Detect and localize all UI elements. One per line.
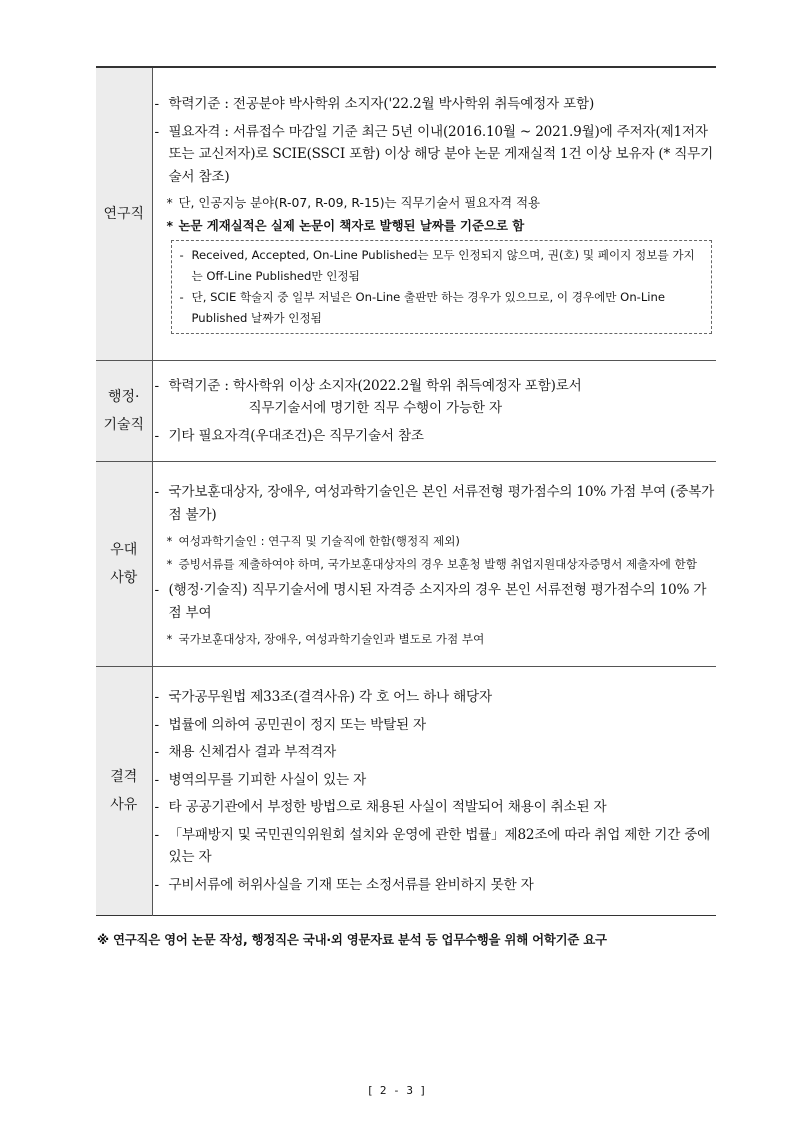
- admin-education-item: [153, 375, 717, 420]
- page-number: [ 2 - 3 ]: [366, 1084, 427, 1097]
- research-publication-note: [153, 216, 717, 236]
- disqualification-item: - 구비서류에 허위사실을 기재 또는 소정서류를 완비하지 못한 자: [153, 874, 717, 897]
- disqualification-item: - 병역의무를 기피한 사실이 있는 자: [153, 769, 717, 792]
- research-section: [96, 67, 716, 361]
- category-line: 기술직: [103, 417, 145, 433]
- footnote: ※ 연구직은 영어 논문 작성, 행정직은 국내·외 영문자료 분석 등 업무수행을 위해 어학기준 요구: [97, 932, 607, 947]
- preference-category: [96, 462, 152, 667]
- disqualification-item: - 법률에 의하여 공민권이 정지 또는 박탈된 자: [153, 714, 717, 737]
- disqualification-item: - 채용 신체검사 결과 부적격자: [153, 741, 717, 764]
- preference-veteran-item: - 국가보훈대상자, 장애우, 여성과학기술인은 본인 서류전형 평가점수의 10% 가점 부여 (중복가점 불가): [153, 481, 717, 526]
- disqualification-section: [96, 667, 716, 916]
- research-qualification-item: - 필요자격 : 서류접수 마감일 기준 최근 5년 이내(2016.10월 ~ 2021.9월)에 주저자(제1저자 또는 교신저자)로 SCIE(SSCI 포함) 이상 해당 분야 논문 게재실적 1건 이상 보유자 (* 직무기술서 참조): [153, 121, 717, 189]
- disqualification-item: - 국가공무원법 제33조(결격사유) 각 호 어느 하나 해당자: [153, 686, 717, 709]
- research-category: 연구직: [96, 67, 152, 361]
- admin-section: [96, 361, 716, 462]
- research-content: [152, 67, 716, 361]
- item-line-indented: 직무기술서에 명기한 직무 수행이 가능한 자: [248, 400, 502, 417]
- category-line: 사항: [110, 570, 138, 586]
- category-line: 사유: [110, 797, 138, 813]
- preference-note: * 여성과학기술인 : 연구직 및 기술직에 한함(행정직 제외): [153, 531, 717, 551]
- box-item: - Received, Accepted, On-Line Published는 모두 인정되지 않으며, 권(호) 및 페이지 정보를 가지는 Off-Line Published만 인정됨: [178, 245, 706, 287]
- item-line: 학력기준 : 학사학위 이상 소지자(2022.2월 학위 취득예정자 포함)로서: [168, 377, 582, 394]
- box-item: - 단, SCIE 학술지 중 일부 저널은 On-Line 출판만 하는 경우가 있으므로, 이 경우에만 On-Line Published 날짜가 인정됨: [178, 287, 706, 329]
- note-text-a: 논문 게재실적은: [178, 218, 271, 233]
- requirements-table: [96, 66, 716, 916]
- admin-content: [152, 361, 716, 462]
- research-education-item: - 학력기준 : 전공분야 박사학위 소지자('22.2월 박사학위 취득예정자 포함): [153, 93, 717, 116]
- admin-category: [96, 361, 152, 462]
- preference-section: [96, 462, 716, 667]
- category-line: 행정·: [108, 389, 140, 405]
- preference-content: [152, 462, 716, 667]
- category-line: 우대: [110, 542, 138, 558]
- category-line: 결격: [110, 769, 138, 785]
- publication-criteria-box: [171, 240, 713, 334]
- disqualification-item: - 「부패방지 및 국민권익위원회 설치와 운영에 관한 법률」제82조에 따라 취업 제한 기간 중에 있는 자: [153, 824, 717, 869]
- disqualification-content: [152, 667, 716, 916]
- research-ai-note: * 단, 인공지능 분야(R-07, R-09, R-15)는 직무기술서 필요자격 적용: [153, 193, 717, 213]
- admin-other-item: - 기타 필요자격(우대조건)은 직무기술서 참조: [153, 425, 717, 448]
- note-text-b: 실제 논문이 책자로 발행된 날짜를 기준: [270, 218, 484, 233]
- preference-certificate-item: - (행정·기술직) 직무기술서에 명시된 자격증 소지자의 경우 본인 서류전형 평가점수의 10% 가점 부여: [153, 579, 717, 624]
- note-text-c: 으로 함: [484, 218, 525, 233]
- disqualification-item: - 타 공공기관에서 부정한 방법으로 채용된 사실이 적발되어 채용이 취소된 자: [153, 796, 717, 819]
- disqualification-category: [96, 667, 152, 916]
- preference-note: * 증빙서류를 제출하여야 하며, 국가보훈대상자의 경우 보훈청 발행 취업지원대상자증명서 제출자에 한함: [153, 554, 717, 574]
- preference-note: * 국가보훈대상자, 장애우, 여성과학기술인과 별도로 가점 부여: [153, 629, 717, 649]
